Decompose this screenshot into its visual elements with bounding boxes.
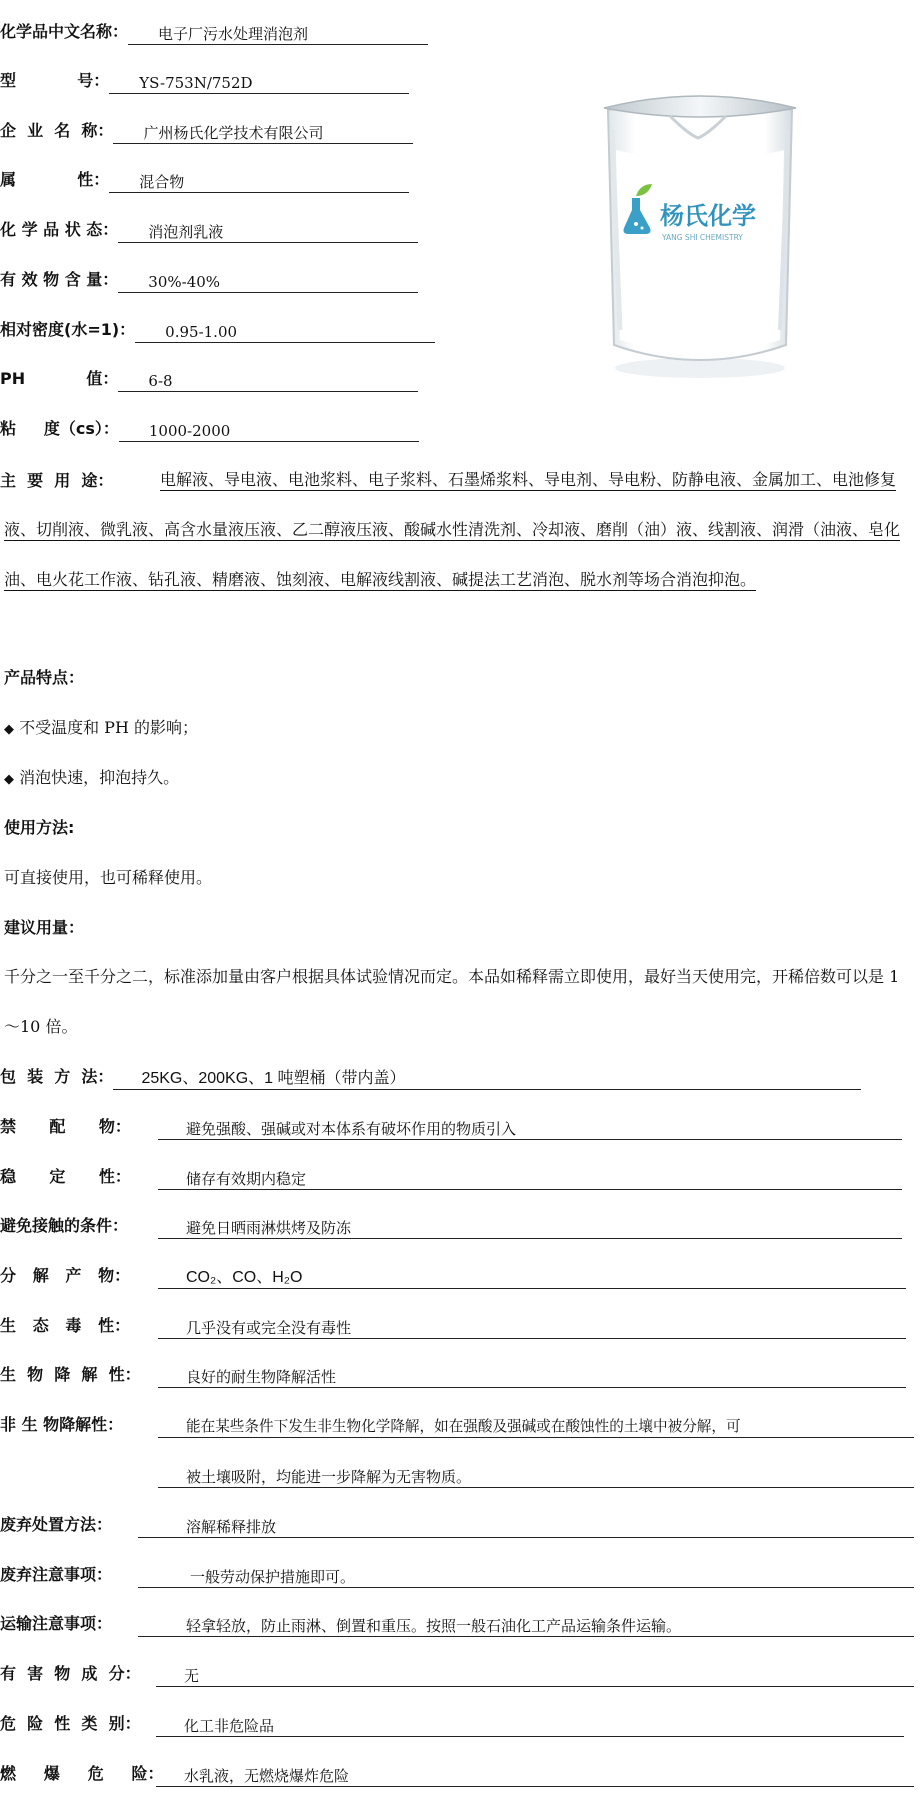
prop-value: CO₂、CO、H₂O (158, 1267, 906, 1289)
prop-value: 储存有效期内稳定 (158, 1168, 902, 1190)
spec-value: 6-8 (118, 370, 418, 392)
disposal-value: 轻拿轻放，防止雨淋、倒置和重压。按照一般石油化工产品运输条件运输。 (138, 1615, 914, 1637)
prop-row-packaging (0, 1064, 861, 1090)
spec-value: 电子厂污水处理消泡剂 (128, 23, 428, 45)
hazard-row-components (0, 1661, 914, 1687)
spec-label: 型 号： (0, 71, 110, 90)
feature-text: 不受温度和 PH 的影响； (19, 718, 198, 737)
hazard-label: 燃 爆 危 险： (0, 1764, 164, 1783)
prop-row-biodegradation (0, 1362, 906, 1388)
disposal-value: 一般劳动保护措施即可。 (138, 1566, 914, 1588)
hazard-row-explosion (0, 1761, 914, 1787)
spec-row-model (0, 68, 409, 94)
abiotic-row-cont (158, 1462, 914, 1488)
hazard-row-class (0, 1711, 904, 1737)
dosage-heading: 建议用量： (4, 918, 85, 937)
hazard-value: 无 (156, 1665, 914, 1687)
spec-row-content (0, 267, 418, 293)
prop-row-decomposition (0, 1263, 906, 1289)
spec-label: 属 性： (0, 170, 110, 189)
prop-label: 包 装 方 法： (0, 1067, 114, 1086)
spec-value: 1000-2000 (119, 420, 419, 442)
feature-text: 消泡快速，抑泡持久。 (19, 768, 180, 787)
spec-row-name (0, 19, 428, 45)
spec-row-density (0, 317, 435, 343)
product-beaker-image (590, 90, 810, 380)
method-text: 可直接使用，也可稀释使用。 (4, 868, 213, 887)
spec-label: 化 学 品 状 态： (0, 220, 119, 239)
abiotic-row (0, 1412, 914, 1438)
abiotic-line2: 被土壤吸附，均能进一步降解为无害物质。 (158, 1466, 914, 1488)
bullet-icon: ◆ (4, 772, 14, 787)
prop-value: 25KG、200KG、1 吨塑桶（带内盖） (113, 1068, 861, 1090)
hazard-label: 危 险 性 类 别： (0, 1714, 141, 1733)
features-heading: 产品特点： (4, 668, 85, 687)
prop-label: 避免接触的条件： (0, 1216, 129, 1235)
feature-item (4, 715, 198, 738)
disposal-row-method (0, 1512, 914, 1538)
spec-row-state (0, 217, 418, 243)
prop-row-stability (0, 1164, 902, 1190)
spec-value: 广州杨氏化学技术有限公司 (113, 122, 413, 144)
abiotic-line1: 能在某些条件下发生非生物化学降解，如在强酸及强碱或在酸蚀性的土壤中被分解，可 (158, 1416, 914, 1438)
spec-value: 0.95-1.00 (135, 321, 435, 343)
prop-value: 避免日晒雨淋烘烤及防冻 (158, 1217, 902, 1239)
spec-row-ph (0, 366, 418, 392)
disposal-label: 废弃处置方法： (0, 1515, 113, 1534)
spec-row-property (0, 167, 409, 193)
prop-value: 几乎没有或完全没有毒性 (158, 1317, 906, 1339)
dosage-text: 千分之一至千分之二，标准添加量由客户根据具体试验情况而定。本品如稀释需立即使用，最好当天使用完，开稀倍数可以是 1～10 倍。 (4, 967, 900, 1036)
disposal-label: 废弃注意事项： (0, 1565, 113, 1584)
prop-value: 良好的耐生物降解活性 (158, 1366, 906, 1388)
prop-row-ecotox (0, 1313, 906, 1339)
usage-label: 主 要 用 途： (0, 471, 114, 490)
spec-value: 混合物 (109, 171, 409, 193)
spec-label: 化学品中文名称： (0, 22, 129, 41)
feature-item (4, 765, 179, 788)
method-heading: 使用方法: (4, 818, 75, 837)
spec-label: 企 业 名 称： (0, 121, 114, 140)
disposal-label: 运输注意事项： (0, 1614, 113, 1633)
disposal-row-transport (0, 1611, 914, 1637)
spec-row-company (0, 118, 413, 144)
spec-value: 30%-40% (118, 271, 418, 293)
spec-label: PH 值： (0, 369, 119, 388)
abiotic-label: 非 生 物降解性： (0, 1415, 124, 1434)
spec-label: 相对密度(水=1)： (0, 320, 136, 339)
disposal-row-notes (0, 1562, 914, 1588)
prop-label: 稳 定 性： (0, 1167, 131, 1186)
prop-label: 生 物 降 解 性： (0, 1365, 141, 1384)
prop-row-incompatible (0, 1114, 902, 1140)
spec-row-viscosity (0, 416, 419, 442)
prop-value: 避免强酸、强碱或对本体系有破坏作用的物质引入 (158, 1118, 902, 1140)
prop-row-avoid (0, 1213, 902, 1239)
prop-label: 分 解 产 物： (0, 1266, 131, 1285)
logo-en-text: YANG SHI CHEMISTRY (662, 233, 743, 242)
logo-cn-text: 杨氏化学 (660, 202, 756, 230)
hazard-label: 有 害 物 成 分： (0, 1664, 141, 1683)
usage-text-content: 电解液、导电液、电池浆料、电子浆料、石墨烯浆料、导电剂、导电粉、防静电液、金属加工、电池修复液、切削液、微乳液、高含水量液压液、乙二醇液压液、酸碱水性清洗剂、冷却液、磨削（油）液、线割液、润滑（油液、皂化油、电火花工作液、钻孔液、精磨液、蚀刻液、电解液线割液、碱提法工艺消泡、脱水剂等场合消泡抑泡。 (4, 470, 901, 589)
spec-value: 消泡剂乳液 (118, 221, 418, 243)
disposal-value: 溶解稀释排放 (138, 1516, 914, 1538)
bullet-icon: ◆ (4, 722, 14, 737)
usage-text (4, 455, 904, 605)
spec-label: 粘 度（cs）： (0, 419, 119, 438)
prop-label: 生 态 毒 性： (0, 1316, 131, 1335)
hazard-value: 水乳液，无燃烧爆炸危险 (156, 1765, 914, 1787)
prop-label: 禁 配 物： (0, 1117, 131, 1136)
spec-value: YS-753N/752D (109, 72, 409, 94)
spec-label: 有 效 物 含 量： (0, 270, 119, 289)
hazard-value: 化工非危险品 (156, 1715, 904, 1737)
